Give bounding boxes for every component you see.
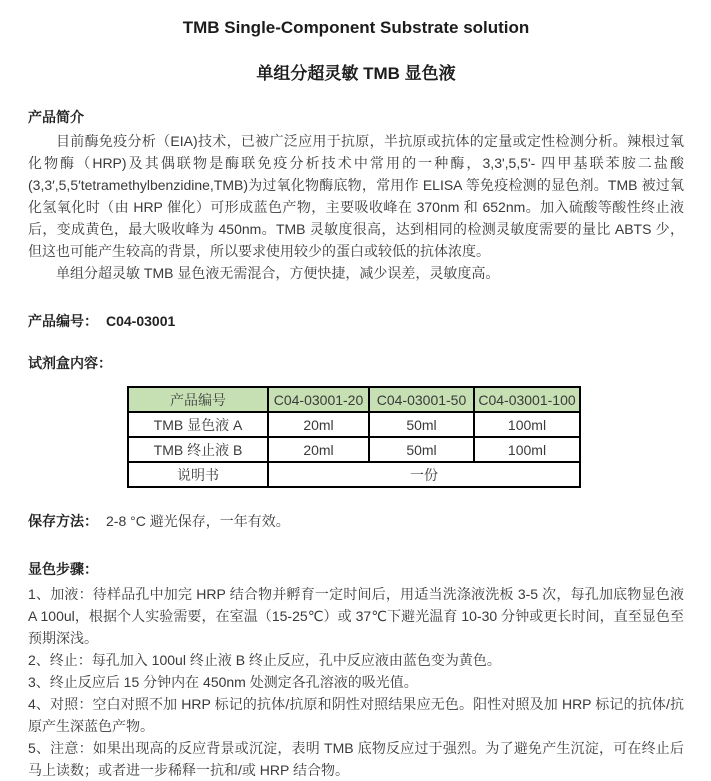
step-item-3: 3、终止反应后 15 分钟内在 450nm 处测定各孔溶液的吸光值。: [28, 674, 418, 690]
kit-contents-heading: 试剂盒内容：: [28, 355, 112, 371]
kit-table-cell: TMB 显色液 A: [128, 412, 268, 437]
kit-table-cell: TMB 终止液 B: [128, 437, 268, 462]
page-title-english: TMB Single-Component Substrate solution: [182, 18, 530, 37]
kit-table-header-cell: C04-03001-20: [268, 387, 369, 412]
page-title-chinese: 单组分超灵敏 TMB 显色液: [256, 64, 456, 83]
steps-section-heading: 显色步骤：: [28, 561, 98, 577]
kit-table-row-stop-b: [128, 437, 580, 462]
steps-list: [28, 583, 684, 781]
kit-table-header-cell: C04-03001-100: [474, 387, 580, 412]
step-item-5: 5、注意：如果出现高的反应背景或沉淀，表明 TMB 底物反应过于强烈。为了避免产生沉淀，可在终止后马上读数；或者进一步稀释一抗和/或 HRP 结合物。: [28, 740, 684, 778]
product-code-row: [28, 311, 684, 331]
kit-table-row-substrate-a: [128, 412, 580, 437]
kit-table-cell: 100ml: [474, 437, 580, 462]
kit-table-header-cell: C04-03001-50: [369, 387, 474, 412]
step-item-4: 4、对照：空白对照不加 HRP 标记的抗体/抗原和阴性对照结果应无色。阳性对照及加 HRP 标记的抗体/抗原产生深蓝色产物。: [28, 696, 684, 734]
kit-table-header-cell: 产品编号: [128, 387, 268, 412]
product-code-value: C04-03001: [106, 313, 176, 329]
storage-row: [28, 511, 684, 531]
kit-table-merged-cell: 一份: [268, 462, 580, 487]
kit-table-cell: 20ml: [268, 437, 369, 462]
intro-paragraph-2: 单组分超灵敏 TMB 显色液无需混合，方便快捷，减少误差，灵敏度高。: [56, 265, 500, 281]
storage-text: 2-8 °C 避光保存，一年有效。: [106, 513, 290, 529]
kit-table-cell: 说明书: [128, 462, 268, 487]
kit-contents-table: [127, 386, 581, 488]
intro-paragraph-1: 目前酶免疫分析（EIA)技术，已被广泛应用于抗原，半抗原或抗体的定量或定性检测分析。辣根过氧化物酶（HRP)及其偶联物是酶联免疫分析技术中常用的一种酶，3,3',5,5'- 四甲基联苯胺二盐酸(3,3′,5,5′tetramethylbenzidine,TMB)为过氧化物酶底物，常用作 ELISA 等免疫检测的显色剂。TMB 被过氧化氢氧化时（由 HRP 催化）可形成蓝色产物，主要吸收峰在 370nm 和 652nm。加入硫酸等酸性终止液后，变成黄色，最大吸收峰为 450nm。TMB 灵敏度很高，达到相同的检测灵敏度需要的量比 ABTS 少，但这也可能产生较高的背景，所以要求使用较少的蛋白或较低的抗体浓度。: [28, 133, 684, 259]
step-item-2: 2、终止：每孔加入 100ul 终止液 B 终止反应，孔中反应液由蓝色变为黄色。: [28, 652, 501, 668]
kit-table-header-row: [128, 387, 580, 412]
kit-table-cell: 20ml: [268, 412, 369, 437]
intro-section-heading: 产品简介: [28, 109, 84, 125]
kit-table-cell: 50ml: [369, 412, 474, 437]
kit-table-cell: 100ml: [474, 412, 580, 437]
kit-table-cell: 50ml: [369, 437, 474, 462]
product-code-label: 产品编号：: [28, 313, 98, 329]
storage-label: 保存方法：: [28, 513, 98, 529]
step-item-1: 1、加液：待样品孔中加完 HRP 结合物并孵育一定时间后，用适当洗涤液洗板 3-5 次，每孔加底物显色液 A 100ul，根据个人实验需要，在室温（15-25℃）或 37℃下避光温育 10-30 分钟或更长时间，直至显色至预期深浅。: [28, 586, 684, 646]
kit-table-row-manual: [128, 462, 580, 487]
